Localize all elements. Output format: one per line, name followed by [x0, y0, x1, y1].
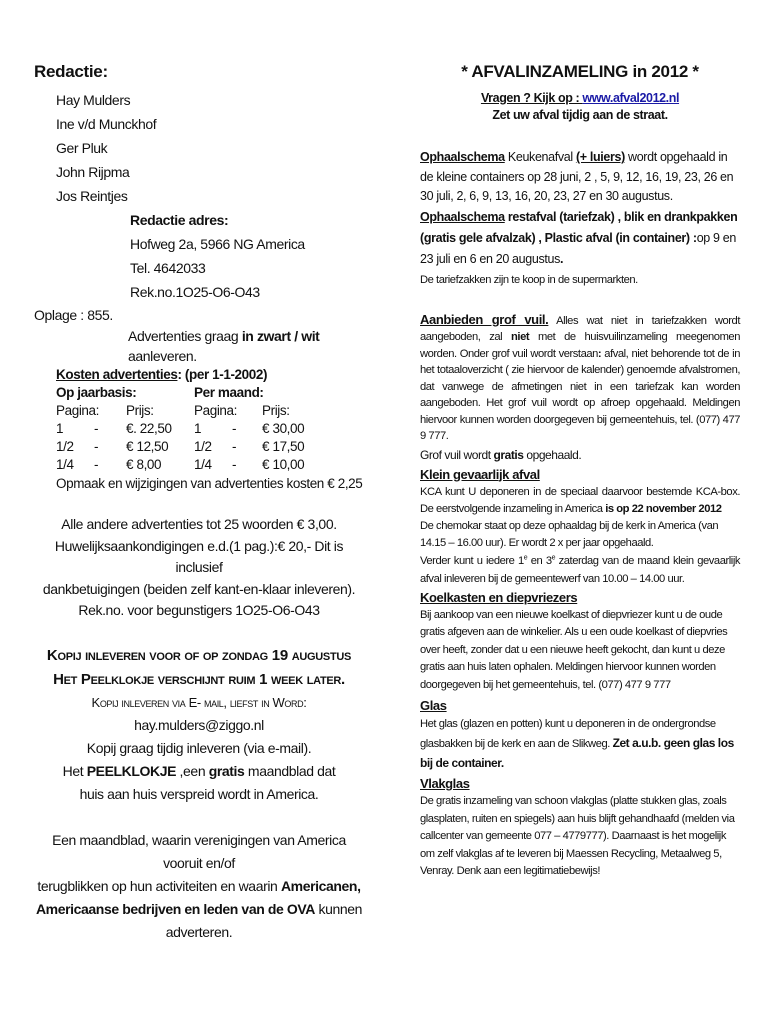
table-row: Op jaarbasis: Per maand: [56, 385, 264, 400]
vragen-line: Vragen ? Kijk op : www.afval2012.nl [480, 91, 680, 105]
vlakglas-heading: Vlakglas [420, 776, 470, 791]
ophaalschema-rest: Ophaalschema restafval (tariefzak) , blik en drankpakken (gratis gele afvalzak) , Plastic afval (in container) :op 9 en 23 juli en 6 en 20 augustus. [420, 209, 738, 266]
verspreid-note: huis aan huis verspreid wordt in America. [79, 785, 319, 802]
contact-email[interactable]: hay.mulders@ziggo.nl [134, 716, 264, 733]
kopij-email-note: Kopij inleveren via E- mail, liefst in Word: [91, 694, 307, 710]
kga-text: Verder kunt u iedere 1e en 3e zaterdag van de maand klein gevaarlijk afval inleveren bij de gemeentewerf van 10.00 – 14.00 uur. [420, 553, 741, 585]
editor-name: Ger Pluk [56, 140, 108, 156]
address-line: Hofweg 2a, 5966 NG America [130, 236, 305, 252]
ophaalschema-keuken: Ophaalschema Keukenafval (+ luiers) wordt opgehaald in de kleine containers op 28 juni, 2 , 5, 9, 12, 16, 19, 23, 26 en 30 juli, 2, 6, 9, 13, 16, 20, 23, 27 en 30 augustus. [420, 150, 734, 203]
kopij-deadline: Kopij inleveren voor of op zondag 19 augustus Het Peelklokje verschijnt ruim 1 week later. [46, 646, 352, 688]
other-adverts: Alle andere advertenties tot 25 woorden € 3,00. Huwelijksaankondigingen e.d.(1 pag.):€ 20,- Dit is inclusief dankbetuigingen (beiden zelf kant-en-klaar inleveren). Rek.no. voor begunstigers 1O25-O6-O43 [42, 516, 356, 618]
tijdig-note: Kopij graag tijdig inleveren (via e-mail). [86, 739, 312, 756]
left-column [34, 62, 364, 944]
zet-line: Zet uw afval tijdig aan de straat. [492, 108, 668, 122]
kosten-heading: Kosten advertenties: (per 1-1-2002) [56, 367, 268, 382]
editor-address [130, 208, 364, 304]
closing-paragraph: Een maandblad, waarin verenigingen van America vooruit en/of terugblikken op hun activiteiten en waarin Americanen, Americaanse bedrijven en leden van de OVA kunnen adverteren. [35, 831, 363, 940]
right-column [420, 62, 740, 881]
opmaak-note: Opmaak en wijzigingen van advertenties kosten € 2,25 [56, 476, 363, 491]
address-heading: Redactie adres: [130, 212, 229, 228]
klein-text: KCA kunt U deponeren in de speciaal daarvoor bestemde KCA-box. De eerstvolgende inzameling in America is op 22 november 2012 [420, 485, 740, 515]
tariefzakken-note: De tariefzakken zijn te koop in de supermarkten. [420, 273, 638, 286]
chemokar-text: De chemokar staat op deze ophaaldag bij de kerk in America (van 14.15 – 16.00 uur). Er wordt 2 x per jaar opgehaald. [420, 519, 719, 549]
table-row: 1/4 - € 8,00 1/4 - € 10,00 [56, 457, 305, 472]
koel-text: Bij aankoop van een nieuwe koelkast of diepvriezer kunt u de oude gratis afgeven aan de winkelier. Als u een oude koelkast of diepvries over heeft, zonder dat u een nieuwe heeft gekocht, dan kunt u deze gratis aan huis laten ophalen. Meldingen hiervoor kunnen worden doorgegeven bij het gemeentehuis, tel. (077) 477 9 777 [420, 608, 728, 691]
editor-name: Ine v/d Munckhof [56, 116, 157, 132]
grof-vuil: Aanbieden grof vuil. Alles wat niet in tariefzakken wordt aangeboden, zal niet met de huisvuilinzameling meegenomen worden. Onder grof vuil wordt verstaan: afval, niet behorende tot de in het totaaloverzicht ( zie hiervoor de kalender) genoemde afvalstromen, dat vanwege de afmetingen niet in een tariefzak kan worden aangeboden. Het grof vuil wordt op afroep opgehaald. Meldingen hiervoor kunnen worden doorgegeven bij gemeentehuis, tel. (077) 477 9 777. [420, 311, 740, 442]
address-line: Rek.no.1O25-O6-O43 [130, 284, 260, 300]
grof-gratis: Grof vuil wordt gratis opgehaald. [420, 447, 582, 462]
editor-name: Jos Reintjes [56, 188, 128, 204]
klein-heading: Klein gevaarlijk afval [420, 466, 540, 482]
afval-title: * AFVALINZAMELING in 2012 * [461, 62, 699, 81]
oplage: Oplage : 855. [34, 307, 113, 323]
adverts-note: Advertenties graag in zwart / wit aanleveren. [128, 328, 320, 364]
table-row: 1 - €. 22,50 1 - € 30,00 [56, 421, 305, 436]
editor-name: Hay Mulders [56, 92, 131, 108]
address-line: Tel. 4642033 [130, 260, 206, 276]
afval-link[interactable]: www.afval2012.nl [582, 91, 680, 105]
peelklokje-note: Het PEELKLOKJE ,een gratis maandblad dat [62, 762, 336, 779]
glas-text: Het glas (glazen en potten) kunt u deponeren in de ondergrondse glasbakken bij de kerk en aan de Slikweg. Zet a.u.b. geen glas los bij de container. [420, 718, 734, 770]
price-table [56, 384, 342, 474]
editor-name: John Rijpma [56, 164, 130, 180]
koel-heading: Koelkasten en diepvriezers [420, 589, 578, 605]
redactie-heading: Redactie: [34, 62, 108, 81]
table-row: Pagina: Prijs: Pagina: Prijs: [56, 403, 290, 418]
vlakglas-text: De gratis inzameling van schoon vlakglas (platte stukken glas, zoals glasplaten, ruiten en spiegels) aan huis blijft gehandhaafd (melden via callcenter van gemeente 077 – 4779777). Daarnaast is het mogelijk om zelf vlakglas af te leveren bij Maessen Recycling, Metaalweg 5, Venray. Denk aan een legitimatiebewijs! [420, 795, 735, 877]
glas-heading: Glas [420, 698, 447, 713]
table-row: 1/2 - € 12,50 1/2 - € 17,50 [56, 439, 305, 454]
editor-names [56, 88, 364, 208]
